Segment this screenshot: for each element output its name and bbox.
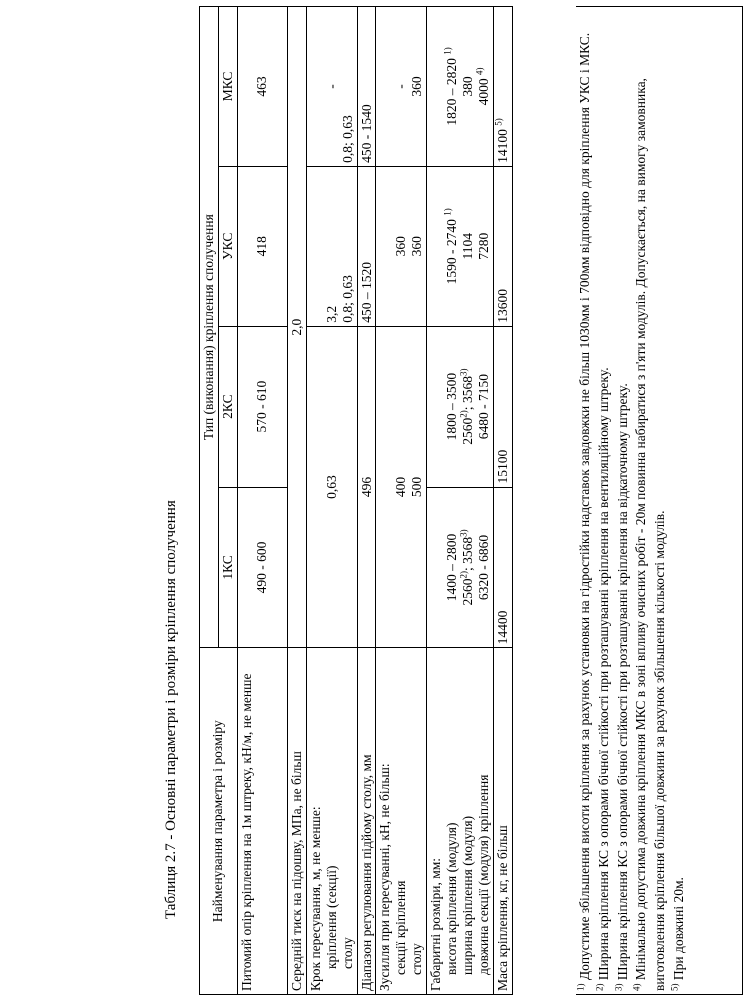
footnote [595,10,614,991]
row-label: Середній тиск на підошву, МПа, не більш [287,648,306,995]
footnote-ref: 1) [442,47,453,55]
table-row-force [376,7,427,995]
cell-value: 2560 [460,417,476,445]
footnotes [576,6,743,995]
cell-value-stack [427,166,494,326]
cell-value: ; 3568 [460,376,476,411]
row-label [306,648,357,995]
footnote-ref: 3) [458,368,469,377]
cell-value: 496 [357,326,376,648]
cell-value: 450 - 1540 [357,7,376,167]
footnote-ref: 1) [442,208,453,216]
cell-value: 360 [409,76,425,97]
cell-value: 14400 [493,487,512,648]
table-row-pressure [287,7,306,995]
cell-value: 2560 [460,578,476,606]
footnote-text: Допустиме збільшення висоти кріплення за рахунок установки на гідростійки надставок завдовжки не більш 1030мм і 700мм відповідно для кріплення УКС і МКС. [577,32,592,981]
cell-value: ; 3568 [460,536,476,572]
footnote-marker: 1) [575,983,586,991]
cell-value: 1104 [460,233,476,260]
spec-table [199,6,513,995]
row-sublabel: висота кріплення (модуля) [444,822,460,975]
footnote-ref: 5) [493,118,504,126]
cell-value: - [323,84,339,89]
cell-value: 0,8; 0,63 [339,275,355,323]
cell-value-stack [306,166,357,326]
row-sublabel: секції кріплення [393,880,409,975]
cell-value: 360 [409,236,425,257]
table-row-resistance [237,7,287,995]
table-row-step [306,7,357,995]
cell-value: 4000 [475,78,491,106]
footnote-marker: 2) [594,983,605,991]
row-label [376,648,427,995]
cell-value: 1820 – 2820 [444,58,460,126]
cell-value-stack [427,487,494,648]
cell-value-stack [376,326,427,648]
footnote-ref: 3) [458,529,469,537]
footnote [670,10,689,991]
row-sublabel: столу [409,943,425,975]
type-header-2ks: 2КС [218,326,237,487]
cell-value-stack [376,166,427,326]
row-label-main: Крок пересування, м, не менше: [307,806,323,991]
cell-value: 1590 - 2740 [444,219,460,285]
footnote-ref: 4) [474,67,485,75]
cell-value: 463 [237,7,287,167]
cell-value: 15100 [493,326,512,487]
cell-value-stack [376,7,427,167]
cell-value: 7280 [475,232,491,260]
cell-value-stack [306,7,357,167]
table-row-dims [427,7,494,995]
row-label: Питомий опір кріплення на 1м штреку, кН/м, не менше [237,648,287,995]
name-column-header: Найменування параметра і розміру [200,648,238,995]
footnote-text: Ширина кріплення КС з опорами бічної стійкості при розташуванні кріплення на вентиляційному штреку. [595,367,611,981]
cell-value-stack [427,7,494,167]
footnote-text: Мінімально допустима довжина кріплення МКС в зоні впливу очисних робіт - 20м повинна набиратися з п'яти модулів. Допускається, на вимогу замовника, виготовлення кріплення більшої довжини за рахунок збільшення кількості модулів. [633,78,668,991]
cell-value: 3,2 [323,305,339,323]
cell-value: 500 [409,476,425,498]
row-label-main: Габаритні розміри, мм: [428,857,444,991]
cell-value: 450 – 1520 [357,166,376,326]
cell-value: - [393,84,409,89]
footnote-ref: 2) [458,410,469,418]
cell-value: 2,0 [287,7,306,648]
type-header-uks: УКС [218,166,237,326]
cell-value: 6320 - 6860 [475,534,491,601]
footnote [614,10,633,991]
row-label [427,648,494,995]
footnote-text: Ширина кріплення КС з опорами бічної стійкості при розташуванні кріплення на відкаточному штреку. [614,383,630,981]
cell-value: 6480 - 7150 [475,374,491,440]
cell-value: 490 - 600 [237,487,287,648]
cell-value-stack [427,326,494,487]
cell-value: 380 [460,76,476,97]
table-caption: Таблиця 2.7 - Основні параметри і розміри кріплення сполучення [163,500,179,919]
cell-value: 418 [237,166,287,326]
footnote-marker: 4) [631,983,642,991]
footnote [632,10,670,991]
footnote [576,10,595,991]
footnote-marker: 5) [669,983,680,991]
type-group-header: Тип (виконання) кріплення сполучення [200,7,219,648]
cell-value: 14100 [494,129,510,163]
row-label: Маса кріплення, кг, не більш [493,648,512,995]
row-sublabel: ширина кріплення (модуля) [460,815,476,975]
row-label-main: Зусилля при пересуванні, кН, не більш: [377,763,393,991]
cell-value: 1400 – 2800 [444,533,460,602]
cell-value-with-note [493,7,512,167]
cell-value: 13600 [493,166,512,326]
cell-value: 570 - 610 [237,326,287,487]
row-label: Діапазон регулювання підйому столу, мм [357,648,376,995]
footnote-marker: 3) [613,983,624,991]
row-sublabel: довжина секції (модуля) кріплення [475,774,491,975]
header-row-1 [200,7,219,995]
type-header-mks: МКС [218,7,237,167]
cell-value: 0,8; 0,63 [339,115,355,163]
table-row-range [357,7,376,995]
cell-value: 360 [393,236,409,257]
cell-value: 0,63 [306,326,357,648]
row-sublabel: столу [339,937,355,969]
footnote-text: При довжині 20м. [670,877,686,981]
footnote-ref: 2) [458,571,469,579]
type-header-1ks: 1КС [218,487,237,648]
cell-value: 1800 – 3500 [444,372,460,441]
table-row-mass [493,7,512,995]
cell-value: 400 [393,476,409,498]
row-sublabel: кріплення (секції) [323,865,339,969]
